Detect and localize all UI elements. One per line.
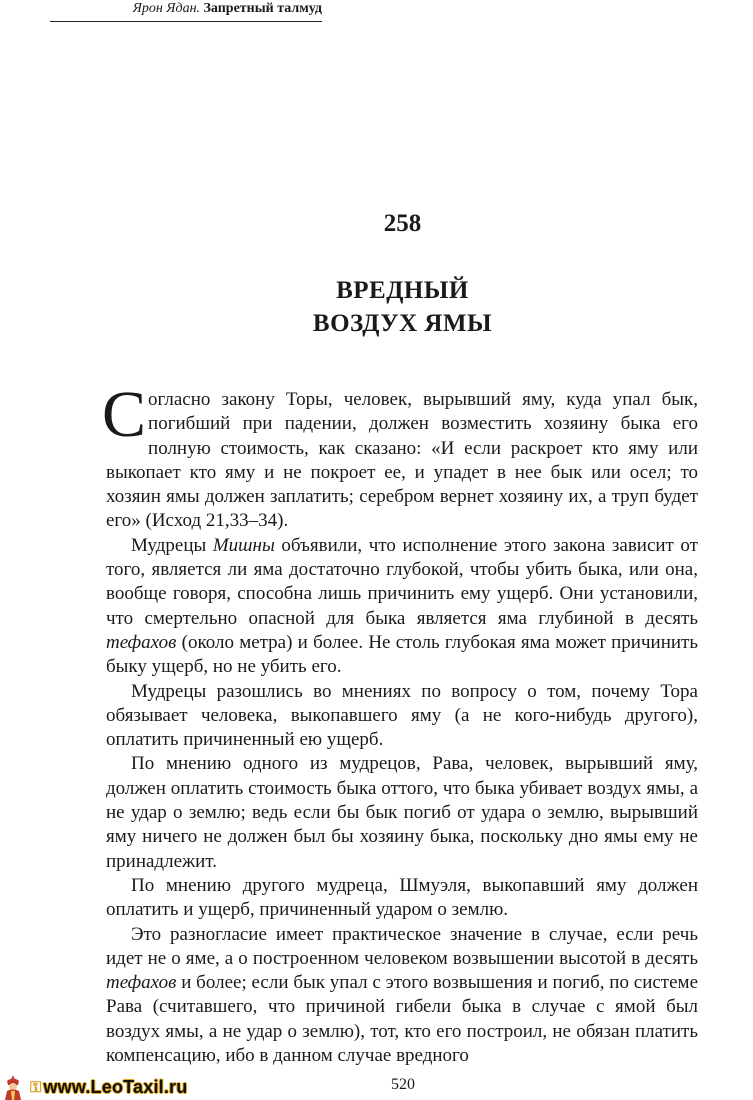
paragraph-2-text-a: Мудрецы xyxy=(131,534,213,556)
paragraph-5: По мнению другого мудреца, Шмуэля, выкопавший яму должен оплатить и ущерб, причиненный ударом о землю. xyxy=(106,874,698,921)
chapter-title-line-2: ВОЗДУХ ЯМЫ xyxy=(312,310,493,337)
drop-cap: С xyxy=(102,378,147,451)
paragraph-1 xyxy=(102,378,698,534)
paragraph-1-text: огласно закону Торы, человек, вырывший яму, куда упал бык, погибший при падении, должен возместить хозяину быка его полную стоимость, как сказано: «И если раскроет кто яму или выкопает кто яму и не покроет ее, и упадет в нее бык или осел; то хозяин ямы должен заплатить; серебром вернет хозяину их, а труп будет его» (Исход 21,33–34). xyxy=(106,389,698,532)
watermark-text[interactable]: www.LeoTaxil.ru xyxy=(43,1076,188,1097)
paragraph-2-text-c: (около метра) и более. Не столь глубокая яма может причинить быку ущерб, но не убить его. xyxy=(106,631,698,678)
mascot-icon xyxy=(0,1074,26,1100)
paragraph-6 xyxy=(106,923,698,1069)
paragraph-6-text-a: Это разногласие имеет практическое значение в случае, если речь идет не о яме, а о построенном человеком возвышении высотой в десять xyxy=(106,923,698,969)
page-number: 520 xyxy=(391,1076,415,1093)
running-head xyxy=(50,0,322,22)
body-text xyxy=(102,378,698,1068)
paragraph-4: По мнению одного из мудрецов, Рава, человек, вырывший яму, должен оплатить стоимость быка оттого, что быка убивает воздух ямы, а не удар о землю; ведь если бы бык погиб от удара о землю, вырывший яму ничего не должен был бы хозяину быка, поскольку дно ямы ему не принадлежит. xyxy=(106,753,698,872)
paragraph-3: Мудрецы разошлись во мнениях по вопросу о том, почему Тора обязывает человека, выкопавшего яму (а не кого-нибудь другого), оплатить причиненный ею ущерб. xyxy=(106,680,698,751)
running-head-author: Ярон Ядан. xyxy=(132,1,201,16)
chapter-title xyxy=(0,274,753,340)
chapter-title-line-1: ВРЕДНЫЙ xyxy=(336,277,469,304)
paragraph-2 xyxy=(106,534,698,680)
paragraph-2-text-b: объявили, что исполнение этого закона зависит от того, является ли яма достаточно глубокой, чтобы убить быка, или она, вообще говоря, способна лишь причинить ему ущерб. Они установили, что смертельно опасной для быка является яма глубиной в десять xyxy=(106,534,698,629)
italic-term-tefahov: тефахов xyxy=(106,631,177,653)
chapter-number: 258 xyxy=(383,210,422,237)
italic-term-tefahov-2: тефахов xyxy=(106,972,177,994)
paragraph-6-text-b: и более; если бык упал с этого возвышения и погиб, по системе Рава (считавшего, что причиной гибели быка в случае с ямой был воздух ямы, а не удар о землю), тот, кто его построил, не обязан платить компенсацию, ибо в данном случае вредного xyxy=(106,972,698,1067)
running-head-title: Запретный талмуд xyxy=(203,1,322,16)
watermark[interactable] xyxy=(0,1074,187,1100)
key-icon: ⚿ xyxy=(30,1078,42,1096)
italic-term-mishna: Мишны xyxy=(212,534,275,556)
